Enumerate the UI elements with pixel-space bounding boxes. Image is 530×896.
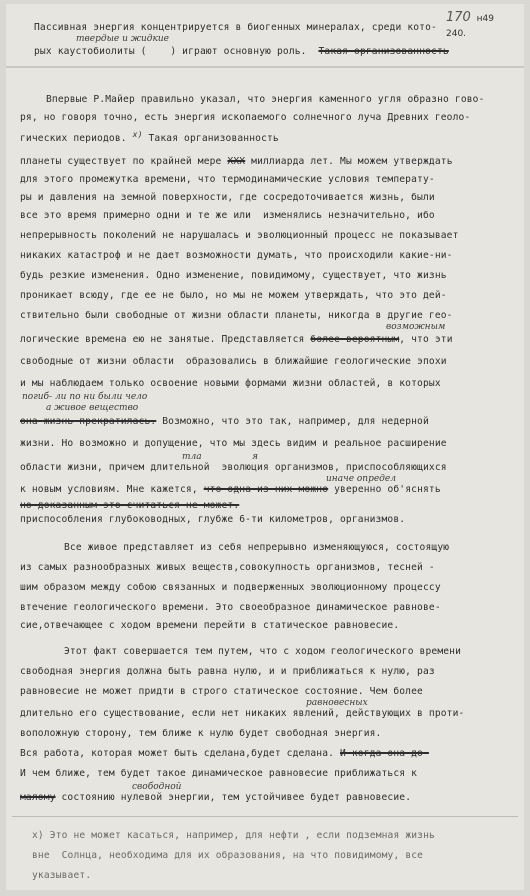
body-line-2: ря, но говоря точно, есть энергия ископаемого солнечного луча Древних геоло- [20, 112, 471, 123]
body-line-16: она жизнь прекратилась. Возможно, что это так, например, для недерной [20, 416, 429, 427]
para3-line-4: длительно его существование, если нет никаких явлений, действующих в проти- [20, 708, 465, 719]
para2-line-5: сие,отвечающее с ходом времени перейти в статическое равновесие. [20, 620, 400, 631]
insertion-zhivoe-veshchestvo: а живое вещество [46, 403, 139, 413]
para3-line-1: Этот факт совершается тем путем, что с ходом геологического времени [64, 646, 462, 657]
handwritten-page-number: 170 [446, 10, 471, 25]
para2-line-2: из самых разнообразных живых веществ,совокупность организмов, тесней - [20, 562, 435, 573]
body-line-1: Впервые Р.Майер правильно указал, что энергия каменного угля образно гово- [46, 94, 485, 105]
para3-line-2: свободная энергия должна быть равна нулю, и и приближаться к нулю, раз [20, 666, 435, 677]
para3-line-3: равновесие не может придти в строго статическое состояние. Чем более [20, 686, 423, 697]
para3-line-7: И чем ближе, тем будет такое динамическое равновесие приближаться к [20, 768, 418, 779]
body-line-3: гических периодов. $^{x)}$ Такая организованность [20, 130, 279, 145]
body-line-6: ры и давления на земной поверхности, где сосредоточивается жизнь, были [20, 192, 435, 203]
insertion-vozmozhnym: возможным [386, 322, 446, 332]
body-line-11: проникает всюду, где ее не было, но мы не можем утверждать, что это дей- [20, 290, 447, 301]
body-line-21: приспособления глубоководных, глубже 6-ти километров, организмов. [20, 514, 406, 525]
typed-page-number: н49 240. [446, 14, 494, 39]
insertion-inache: иначе определ [326, 474, 396, 484]
body-line-19: к новым условиям. Мне кажется, что одна из них можно уверенно об'яснять [20, 484, 441, 495]
insertion-pogibli: погиб- ли по ни были чело [22, 392, 148, 402]
body-line-10: будь резкие изменения. Одно изменение, повидимому, существует, что жизнь [20, 270, 447, 281]
para3-line-5: воположную сторону, тем ближе к нулю будет свободная энергия. [20, 728, 382, 739]
para2-line-1: Все живое представляет из себя непрерывно изменяющуюся, состоящую [64, 542, 450, 553]
footnote-line-2: вне Солнца, необходима для их образования, на что повидимому, все [32, 850, 424, 861]
body-line-13: логические времена ею не занятые. Представляется более вероятным, что эти [20, 334, 453, 345]
body-line-18: области жизни, причем длительной эволюция организмов, приспособляющихся [20, 462, 447, 473]
body-line-15: и мы наблюдаем только освоение новыми формами жизни областей, в которых [20, 378, 441, 389]
page-number [446, 10, 494, 39]
top-line-2: рых каустобиолиты ( ) играют основную роль. Такая организованность [34, 46, 449, 57]
body-line-7: все это время примерно одни и те же или изменялись незначительно, ибо [20, 210, 435, 221]
footnote-divider [12, 816, 518, 817]
body-line-12: ствительно были свободные от жизни области планеты, никогда в другие гео- [20, 310, 453, 321]
top-line-1: Пассивная энергия концентрируется в биогенных минералах, среди кото- [34, 22, 437, 33]
body-line-14: свободные от жизни области образовались в ближайшие геологические эпохи [20, 356, 447, 367]
insertion-tla: тла [182, 452, 202, 462]
footnote-line-1: x) Это не может касаться, например, для нефти , если подземная жизнь [32, 830, 435, 841]
top-insertion: твердые и жидкие [76, 34, 169, 44]
para3-line-8: малому состоянию нулевой энергии, тем устойчивее будет равновесие. [20, 792, 412, 803]
body-line-4: планеты существует по крайней мере ХХХ миллиарда лет. Мы можем утверждать [20, 156, 453, 167]
body-line-9: никаких катастроф и не дает возможности думать, что происходили какие-ни- [20, 250, 453, 261]
para2-line-3: шим образом между собою связанных и подверженных эволюционному процессу [20, 582, 441, 593]
para2-line-4: втечение геологического времени. Это своеобразное динамическое равнове- [20, 602, 441, 613]
footnote-line-3: указывает. [32, 870, 92, 881]
paste-seam [6, 66, 524, 68]
insertion-svobodnoy: свободной [132, 782, 182, 792]
insertion-ya: я [252, 452, 258, 462]
para3-line-6: Вся работа, которая может быть сделана,будет сделана. И когда она до- [20, 748, 429, 759]
insertion-ravnovesnykh: равновесных [306, 698, 368, 708]
body-line-8: непрерывность поколений не нарушалась и эволюционный процесс не показывает [20, 230, 459, 241]
body-line-5: для этого промежутка времени, что термодинамические условия температу- [20, 174, 435, 185]
body-line-17: жизни. Но возможно и допущение, что мы здесь видим и реальное расширение [20, 438, 447, 449]
document-page [6, 4, 524, 890]
body-line-20-struck: но доказанным это считаться не может. [20, 500, 240, 511]
